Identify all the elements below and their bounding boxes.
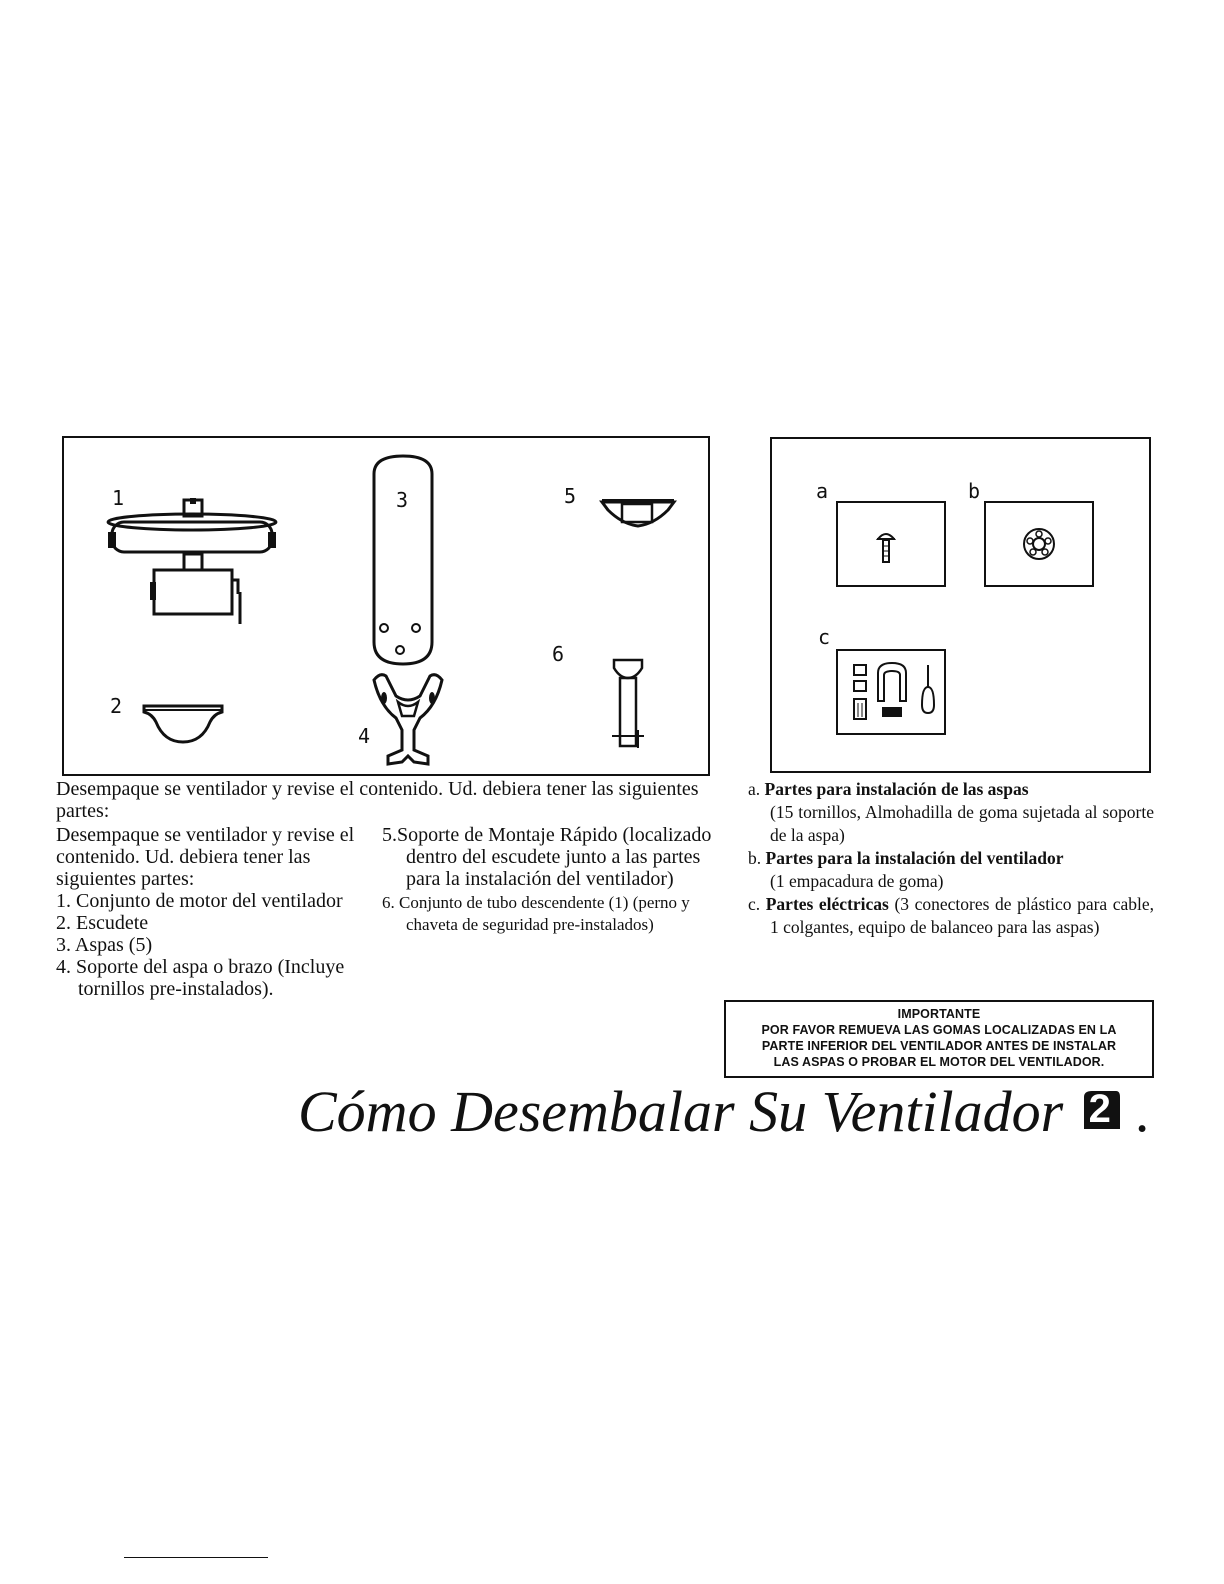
part-item-4: 4. Soporte del aspa o brazo (Incluye tornillos pre-instalados). [56, 956, 345, 1000]
important-heading: IMPORTANTE [897, 1007, 981, 1021]
hardware-item-b [748, 847, 1154, 893]
hardware-list [748, 778, 1154, 939]
fan-hardware-box [984, 501, 1094, 587]
part-label-1: 1 [112, 486, 125, 510]
blade-hardware-box [836, 501, 946, 587]
hardware-item-c-heading: Partes eléctricas [765, 894, 889, 914]
electrical-parts-box [836, 649, 946, 735]
part-label-2: 2 [110, 694, 123, 718]
hardware-item-a-detail: (15 tornillos, Almohadilla de goma sujetada al soporte de la aspa) [770, 802, 1154, 845]
hardware-item-b-marker: b. [748, 848, 762, 868]
page-number-badge [1078, 1089, 1122, 1133]
mounting-bracket-drawing [598, 496, 678, 532]
hardware-item-a-heading: Partes para instalación de las aspas [764, 779, 1029, 799]
hardware-item-c-detail: (3 conectores de plástico para cable, 1 colgantes, equipo de balanceo para las aspas) [770, 894, 1155, 937]
important-notice [724, 1000, 1154, 1078]
parts-figure-box [62, 436, 710, 776]
important-line-3: LAS ASPAS O PROBAR EL MOTOR DEL VENTILADOR. [773, 1055, 1105, 1069]
hardware-item-c-marker: c. [748, 894, 761, 914]
footer-rule [124, 1557, 268, 1558]
col1-intro: Desempaque se ventilador y revise el contenido. Ud. debiera tener las siguientes partes: [56, 824, 355, 890]
hardware-item-b-detail: (1 empacadura de goma) [770, 871, 944, 891]
part-label-5: 5 [564, 484, 577, 508]
important-line-2: PARTE INFERIOR DEL VENTILADOR ANTES DE INSTALAR [761, 1039, 1117, 1053]
blade-drawing [368, 454, 438, 666]
part-label-6: 6 [552, 642, 565, 666]
part-item-3: 3. Aspas (5) [56, 934, 153, 956]
part-item-1: 1. Conjunto de motor del ventilador [56, 890, 343, 912]
parts-list-column-2 [382, 824, 732, 936]
page-number: 2 [1088, 1087, 1111, 1131]
page-title-text: Cómo Desembalar Su Ventilador [298, 1079, 1064, 1144]
hardware-item-a [748, 778, 1154, 847]
part-label-3: 3 [396, 488, 409, 512]
blade-arm-drawing [370, 670, 446, 766]
part-item-2: 2. Escudete [56, 912, 149, 934]
screw-icon [876, 531, 896, 565]
parts-list-column-1 [56, 824, 376, 1000]
hardware-label-c: c [818, 625, 831, 649]
downrod-drawing [608, 656, 648, 752]
hardware-item-c [748, 893, 1154, 939]
wire-connectors-icon [850, 661, 940, 725]
title-period: . [1136, 1079, 1151, 1144]
important-line-1: POR FAVOR REMUEVA LAS GOMAS LOCALIZADAS EN LA [761, 1023, 1117, 1037]
part-item-6: 6. Conjunto de tubo descendente (1) (perno y chaveta de seguridad pre-instalados) [382, 893, 690, 934]
intro-text: Desempaque se ventilador y revise el contenido. Ud. debiera tener las siguientes partes: [56, 778, 699, 822]
motor-assembly-drawing [104, 496, 284, 626]
part-label-4: 4 [358, 724, 371, 748]
hardware-label-b: b [968, 479, 981, 503]
hardware-item-a-marker: a. [748, 779, 761, 799]
part-item-5: 5.Soporte de Montaje Rápido (localizado dentro del escudete junto a las partes para la instalación del ventilador) [382, 824, 712, 890]
hardware-item-b-heading: Partes para la instalación del ventilador [765, 848, 1064, 868]
page-title [298, 1078, 1151, 1145]
hardware-figure-box [770, 437, 1151, 773]
rubber-gasket-icon [1022, 527, 1056, 561]
canopy-drawing [140, 702, 226, 746]
hardware-label-a: a [816, 479, 829, 503]
